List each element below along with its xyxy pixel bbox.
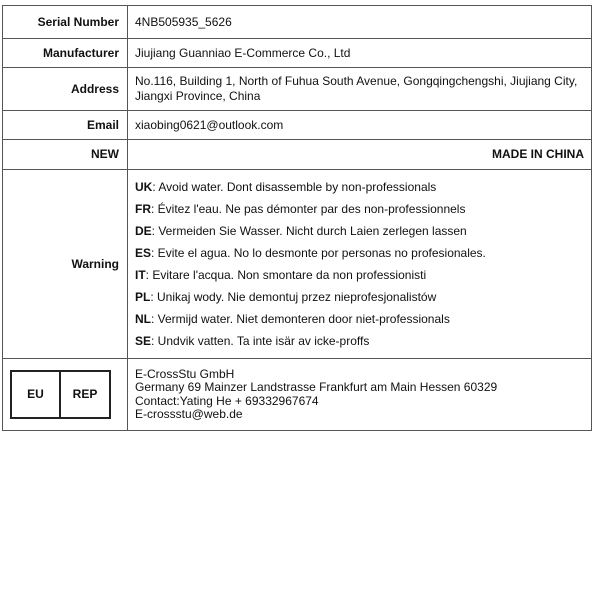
eu-rep-details	[128, 359, 592, 431]
warning-text-es: : Evite el agua. No lo desmonte por personas no profesionales.	[151, 246, 486, 260]
warning-code-it: IT	[135, 268, 146, 282]
warning-code-es: ES	[135, 246, 152, 260]
warning-label: Warning	[3, 170, 128, 359]
manufacturer-row	[3, 39, 592, 68]
warning-line-fr	[135, 198, 585, 220]
email-row	[3, 111, 592, 140]
warning-text-se: : Undvik vatten. Ta inte isär av icke-proffs	[151, 334, 370, 348]
eu-rep-contact: Contact:Yating He + 69332967674	[135, 393, 319, 408]
warning-text-list	[128, 170, 592, 359]
eu-badge-text: EU	[12, 372, 61, 417]
warning-line-se	[135, 330, 585, 352]
warning-line-es	[135, 242, 585, 264]
serial-number-label: Serial Number	[3, 6, 128, 39]
product-label-table	[2, 5, 592, 431]
manufacturer-value: Jiujiang Guanniao E-Commerce Co., Ltd	[128, 39, 592, 68]
warning-code-de: DE	[135, 224, 152, 238]
origin-row	[3, 140, 592, 170]
warning-line-pl	[135, 286, 585, 308]
serial-number-row	[3, 6, 592, 39]
warning-code-pl: PL	[135, 290, 151, 304]
address-value: No.116, Building 1, North of Fuhua South Avenue, Gongqingchengshi, Jiujiang City, Jiangxi Province, China	[128, 68, 592, 111]
warning-line-de	[135, 220, 585, 242]
new-label: NEW	[3, 140, 128, 170]
warning-text-uk: : Avoid water. Dont disassemble by non-professionals	[152, 180, 437, 194]
warning-text-nl: : Vermijd water. Niet demonteren door niet-professionals	[151, 312, 450, 326]
warning-line-it	[135, 264, 585, 286]
rep-badge-text: REP	[72, 387, 98, 401]
eu-rep-address: Germany 69 Mainzer Landstrasse Frankfurt am Main Hessen 60329	[135, 380, 498, 394]
warning-code-fr: FR	[135, 202, 151, 216]
warning-text-it: : Evitare l'acqua. Non smontare da non professionisti	[145, 268, 427, 282]
warning-text-pl: : Unikaj wody. Nie demontuj przez nieprofesjonalistów	[150, 290, 437, 304]
serial-number-value: 4NB505935_5626	[128, 6, 592, 39]
warning-code-se: SE	[135, 334, 152, 348]
eu-rep-email: E-crossstu@web.de	[135, 407, 243, 421]
warning-text-de: : Vermeiden Sie Wasser. Nicht durch Laien zerlegen lassen	[151, 224, 467, 238]
eu-rep-company: E-CrossStu GmbH	[135, 366, 235, 381]
email-value: xiaobing0621@outlook.com	[128, 111, 592, 140]
manufacturer-label: Manufacturer	[3, 39, 128, 68]
address-label: Address	[3, 68, 128, 111]
warning-line-nl	[135, 308, 585, 330]
warning-code-uk: UK	[135, 180, 153, 194]
email-label: Email	[3, 111, 128, 140]
eu-rep-symbol-cell	[3, 359, 128, 431]
eu-rep-row	[3, 359, 592, 431]
warning-code-nl: NL	[135, 312, 151, 326]
eu-rep-badge	[10, 370, 111, 419]
made-in-china-value: MADE IN CHINA	[128, 140, 592, 170]
address-row	[3, 68, 592, 111]
warning-line-uk	[135, 176, 585, 198]
warning-text-fr: : Évitez l'eau. Ne pas démonter par des non-professionnels	[151, 202, 466, 216]
warning-row	[3, 170, 592, 359]
